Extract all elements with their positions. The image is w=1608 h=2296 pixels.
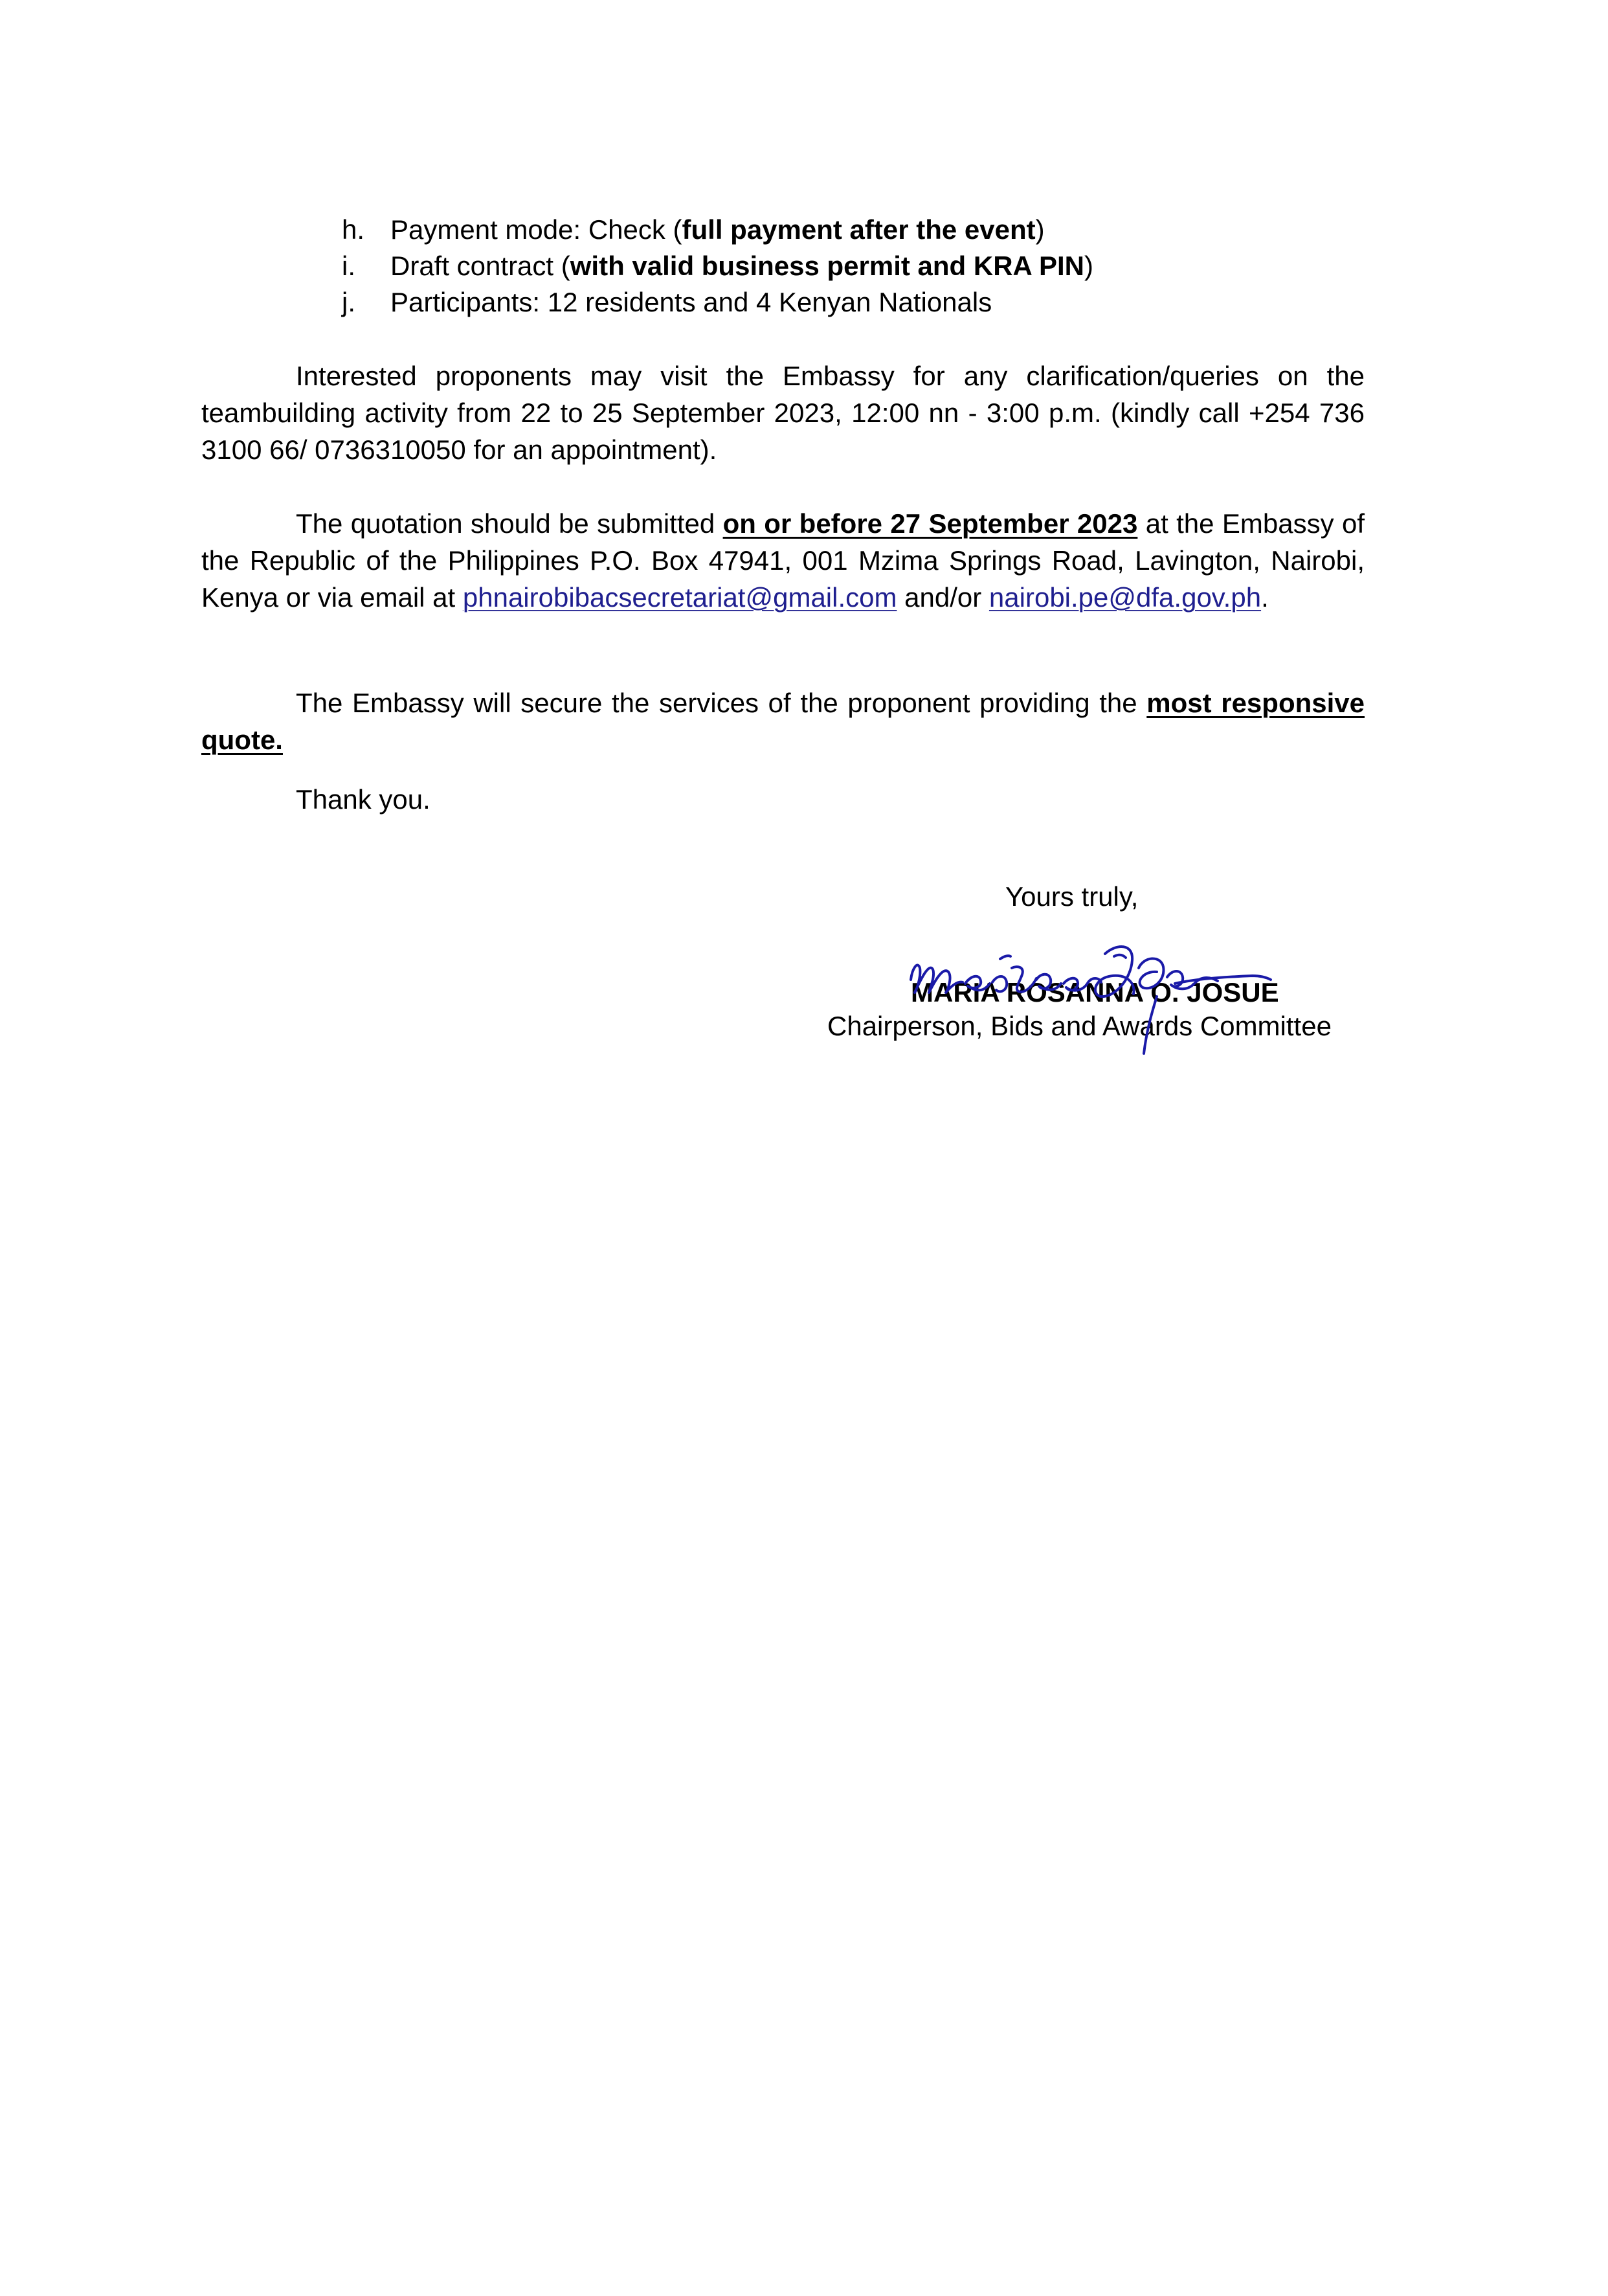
- clarification-paragraph: [201, 357, 1365, 468]
- submission-deadline: on or before 27 September 2023: [722, 508, 1138, 539]
- selection-emphasis: most responsive quote.: [201, 688, 1365, 755]
- submission-text-andor: and/or: [897, 582, 989, 613]
- list-item: [0, 283, 1608, 322]
- thanks-text: Thank you.: [296, 784, 430, 815]
- closing-salutation: Yours truly,: [1005, 881, 1139, 912]
- list-text: [390, 247, 1093, 286]
- list-text-bold: with valid business permit and KRA PIN: [570, 251, 1084, 281]
- submission-paragraph: [201, 505, 1365, 616]
- signatory-title: Chairperson, Bids and Awards Committee: [827, 1011, 1332, 1041]
- submission-text-mid: at the Embassy of the Republic of the Philippines P.O. Box 47941, 001 Mzima Springs Road, Lavington, Nairobi, Kenya or via email at: [201, 508, 1365, 613]
- list-marker: h.: [342, 214, 365, 245]
- email-link-bac-secretariat[interactable]: phnairobibacsecretariat@gmail.com: [462, 582, 897, 613]
- list-text-bold: full payment after the event: [682, 214, 1036, 245]
- list-item: [0, 247, 1608, 286]
- list-item: [0, 210, 1608, 249]
- list-text: [390, 210, 1045, 249]
- selection-text: The Embassy will secure the services of the proponent providing the: [296, 688, 1147, 718]
- thanks-paragraph: [201, 781, 1365, 818]
- list-text-post: ): [1035, 214, 1045, 245]
- submission-text-pre: The quotation should be submitted: [296, 508, 723, 539]
- list-text-pre: Participants: 12 residents and 4 Kenyan Nationals: [390, 287, 992, 317]
- signatory-name: MARIA ROSANNA O. JOSUE: [911, 977, 1279, 1007]
- submission-text-end: .: [1261, 582, 1269, 613]
- list-marker: i.: [342, 251, 355, 281]
- list-text-pre: Draft contract (: [390, 251, 570, 281]
- list-text-post: ): [1084, 251, 1093, 281]
- list-text-pre: Payment mode: Check (: [390, 214, 682, 245]
- clarification-text: Interested proponents may visit the Embassy for any clarification/queries on the teambuilding activity from 22 to 25 September 2023, 12:00 nn - 3:00 p.m. (kindly call +254 736 3100 66/ 0736310050 for an appointment).: [201, 361, 1365, 465]
- selection-paragraph: [201, 684, 1365, 758]
- email-link-embassy[interactable]: nairobi.pe@dfa.gov.ph: [988, 582, 1262, 613]
- list-text: [390, 283, 992, 322]
- list-marker: j.: [342, 287, 355, 317]
